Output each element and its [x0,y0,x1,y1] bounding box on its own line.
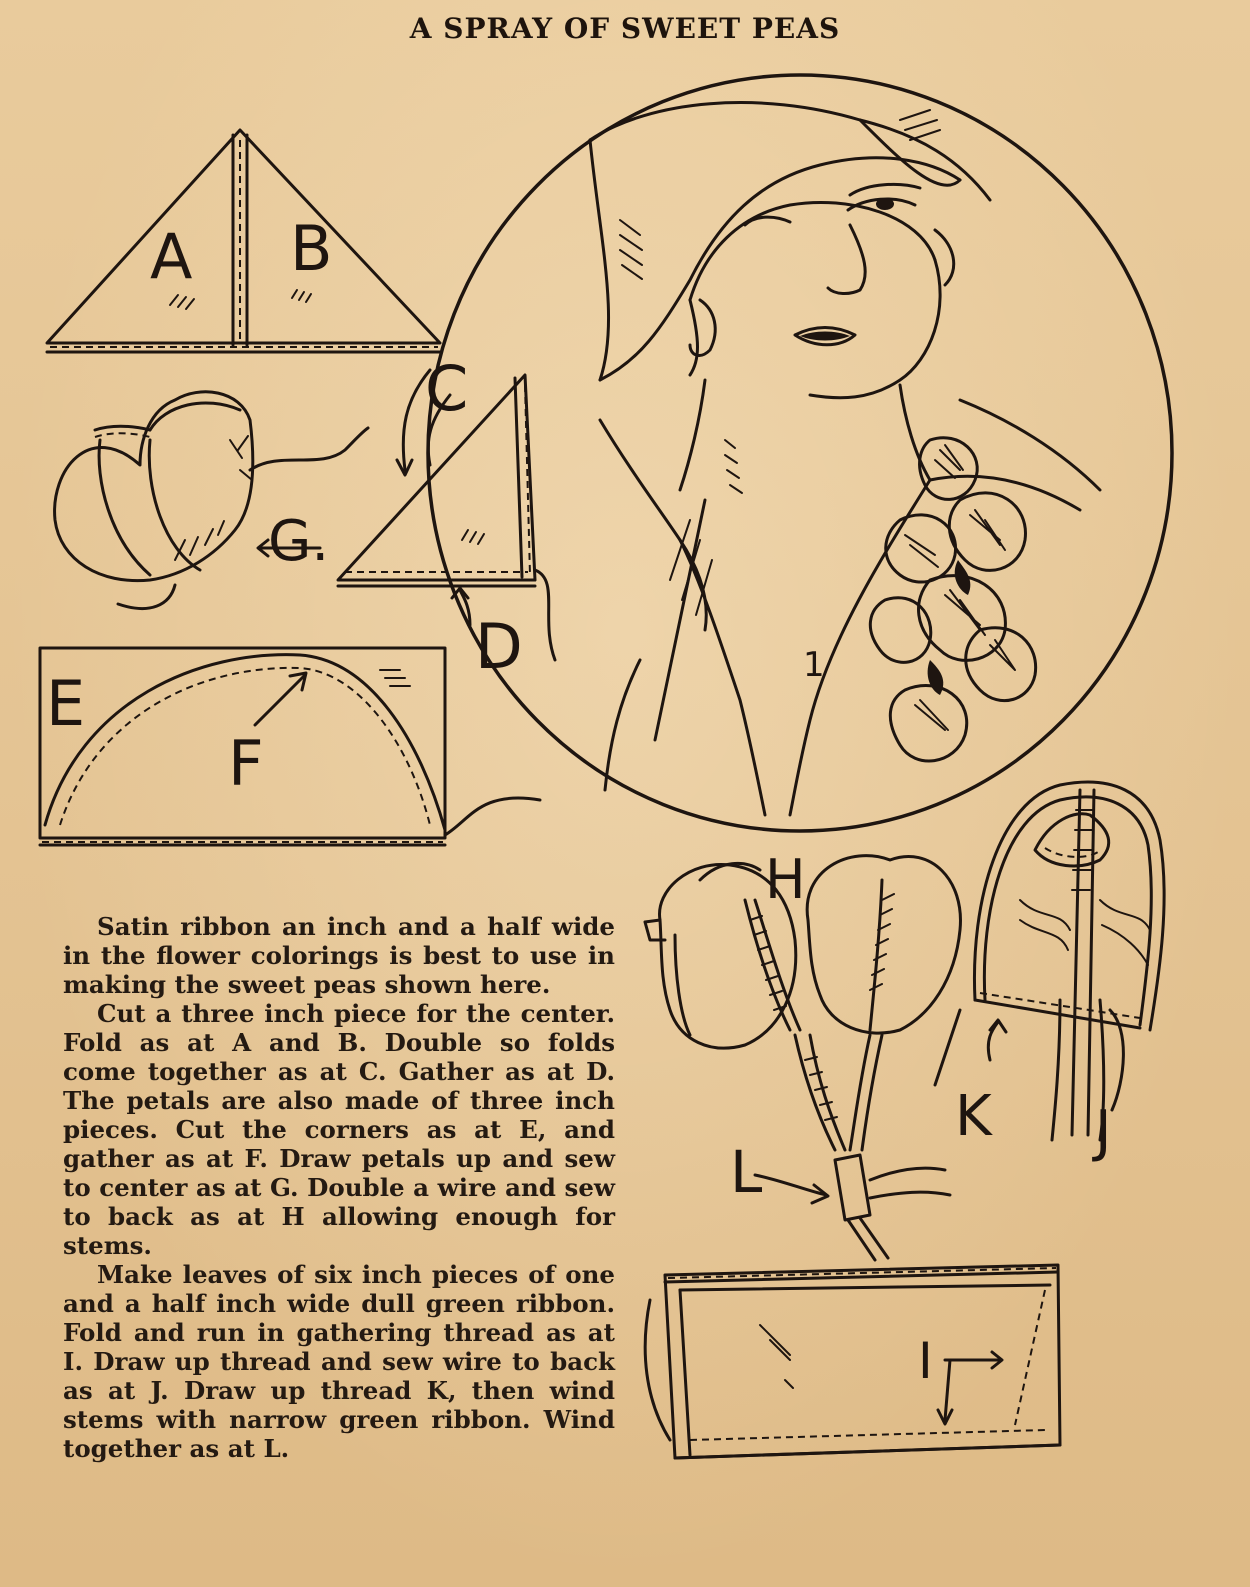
sweet-pea-corsage [870,438,1035,761]
fold-diagram-cd [338,352,555,683]
wired-flowers-h-l [645,848,960,1260]
leaf-ribbon-i [645,1265,1060,1458]
figure-number: 1 [803,645,825,685]
paragraph-1: Satin ribbon an inch and a half wide in the flower colorings is best to use in making the sweet peas shown here. [63,912,615,999]
label-d: D [475,610,523,683]
label-l: L [730,1138,763,1206]
label-a: A [150,220,193,293]
instructions-text [63,912,615,1463]
flower-diagram-g [55,392,368,609]
label-e: E [46,667,86,740]
label-i: I [918,1332,933,1390]
label-g: G. [268,509,330,574]
label-f: F [228,727,264,800]
fold-diagram-ab [47,130,440,352]
petal-diagram-ef [40,648,540,845]
label-h: H [765,848,806,911]
label-b: B [290,212,333,285]
label-c: C [425,352,469,425]
paragraph-2: Cut a three inch piece for the center. Fold as at A and B. Double so folds come together as at C. Gather as at D. The petals are also made of three inch pieces. Cut the corners as at E, and gather as at F. Draw petals up and sew to center as at G. Double a wire and sew to back as at H allowing enough for stems. [63,999,615,1260]
leaf-diagram-jk [935,782,1164,1164]
paragraph-3: Make leaves of six inch pieces of one and a half inch wide dull green ribbon. Fold and run in gathering thread as at I. Draw up thread and sew wire to back as at J. Draw up thread K, then wind stems with narrow green ribbon. Wind together as at L. [63,1260,615,1463]
portrait-figure-1 [428,75,1172,831]
label-k: K [955,1084,992,1149]
label-j: J [1095,1099,1112,1164]
page-title: A SPRAY OF SWEET PEAS [409,12,841,45]
